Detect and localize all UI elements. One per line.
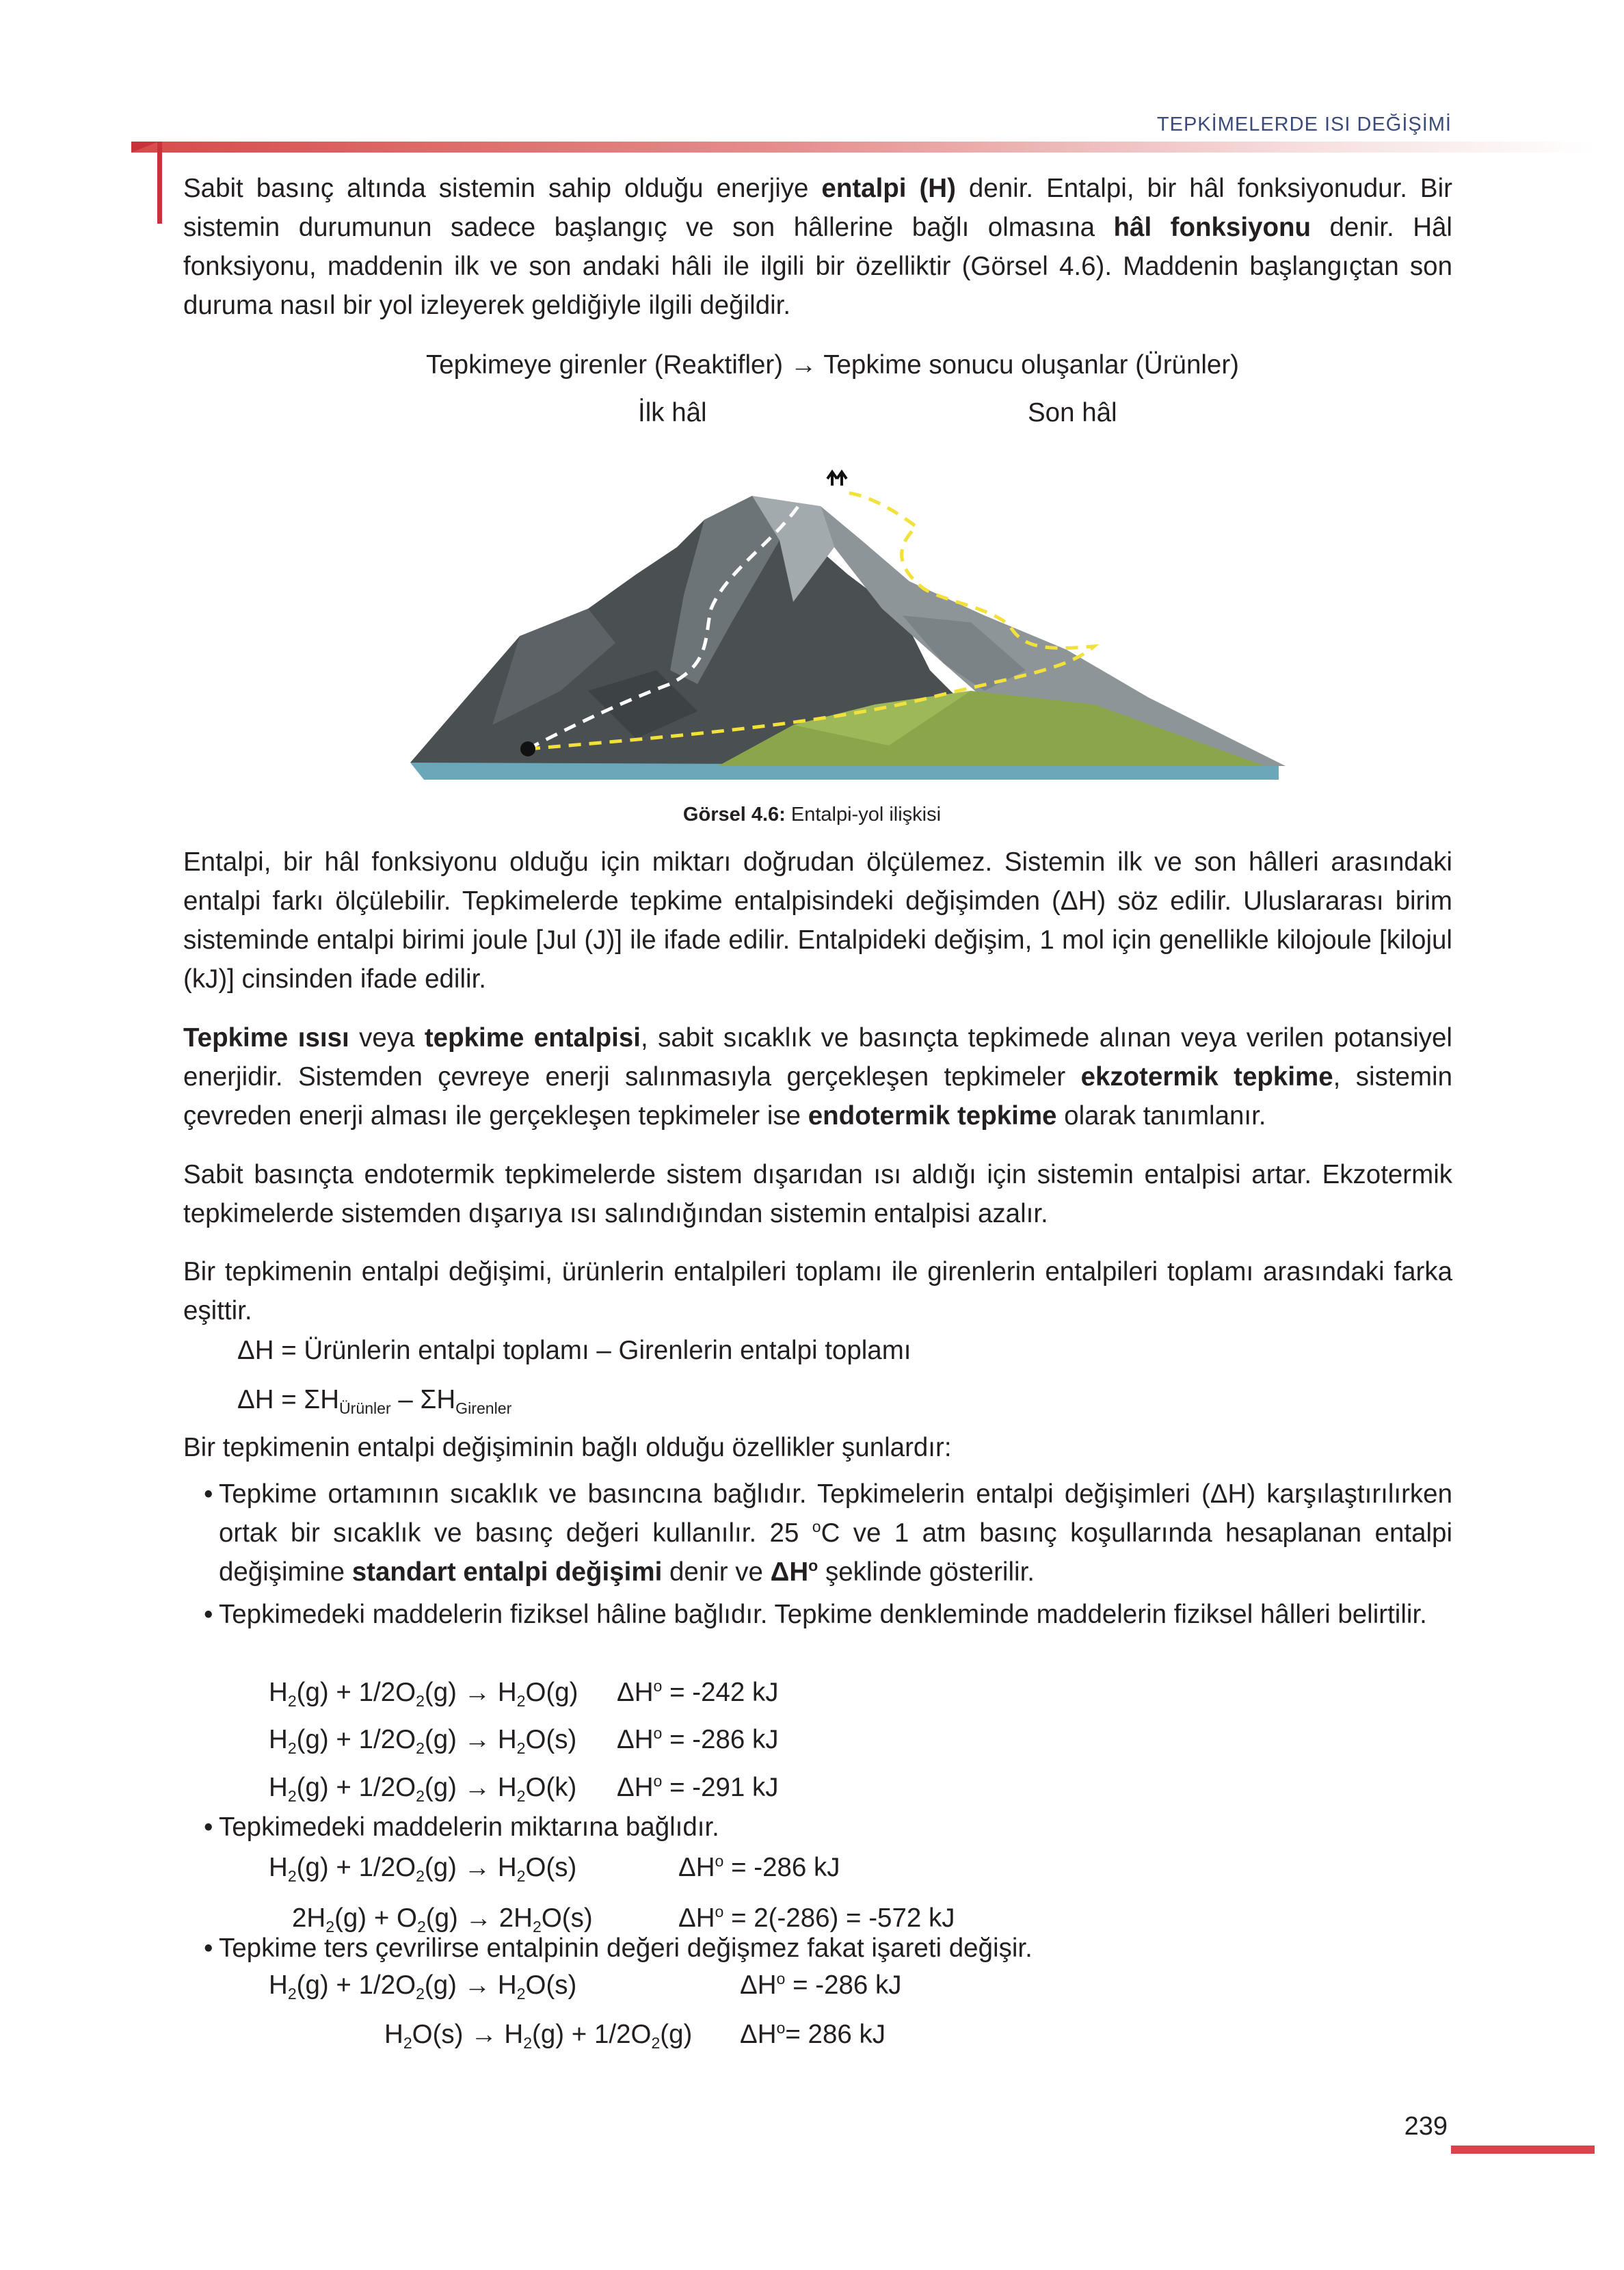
running-header: TEPKİMELERDE ISI DEĞİŞİMİ [1156,114,1452,135]
paragraph-4: Sabit basınçta endotermik tepkimelerde sistem dışarıdan ısı aldığı için sistemin entalpisi artar. Ekzotermik tepkimelerde sistemden dışarıya ısı salındığından sistemin entalpisi azalır. [183,1160,1452,1228]
mountain-paths-illustration [410,465,1286,787]
bullet-temperature-pressure: • Tepkime ortamının sıcaklık ve basıncına bağlıdır. Tepkimelerin entalpi değişimleri (ΔH) karşılaştırılırken ortak bir sıcaklık ve basınç değeri kullanılır. 25 $^o$C ve 1 atm basınç koşullarında hesaplanan entalpi değişimine standart entalpi değişimi denir ve $\Delta H^o$ şeklinde gösterilir. [204,1479,1452,1587]
enthalpy-gas: $\Delta H^o = -242$ kJ [617,1677,779,1707]
paragraph-3: Tepkime ısısı veya tepkime entalpisi, sabit sıcaklık ve basınçta tepkimede alınan veya verilen potansiyel enerjidir. Sistemden çevreye enerji salınmasıyla gerçekleşen tepkimeler ekzotermik tepkime, sistemin çevreden enerji alması ile gerçekleşen tepkimeler ise endotermik tepkime olarak tanımlanır. [183,1023,1452,1131]
bullet-reverse: • Tepkime ters çevrilirse entalpinin değeri değişmez fakat işareti değişir. [204,1934,1033,1963]
reaction-liquid: $H_2(g) + 1/2O_2(g) \to H_2O(s)$ [269,1725,577,1758]
header-bar [131,142,1595,153]
enthalpy-liquid: $\Delta H^o = -286$ kJ [617,1724,779,1754]
page-number: 239 [1404,2112,1448,2141]
enthalpy-forward: $\Delta H^o = -286$ kJ [740,1970,902,2000]
bullet-amount: • Tepkimedeki maddelerin miktarına bağlıdır. [204,1812,719,1842]
reaction-scheme-line: Tepkimeye girenler (Reaktifler) → Tepkime sonucu oluşanlar (Ürünler) [426,350,1239,380]
reaction-two-mol: $2H_2(g) + O_2(g) \to 2H_2O(s)$ [292,1903,593,1936]
page-number-bar [1451,2146,1595,2154]
formula-delta-h-sigma: $\Delta H = \Sigma H_{Ürünler} - \Sigma H_{Girenler}$ [237,1385,512,1418]
bullet-physical-state: • Tepkimedeki maddelerin fiziksel hâline bağlıdır. Tepkime denkleminde maddelerin fiziksel hâlleri belirtilir. [204,1600,1427,1629]
header-vertical-bar [157,142,162,224]
reaction-reverse: $H_2O(s) \to H_2(g) + 1/2O_2(g)$ [384,2020,693,2053]
initial-state-label: İlk hâl [638,398,707,427]
enthalpy-reverse: $\Delta H^o= 286$ kJ [740,2019,886,2049]
header-corner [131,142,159,153]
figure-caption: Görsel 4.6: Entalpi-yol ilişkisi [682,804,942,826]
paragraph-6: Bir tepkimenin entalpi değişiminin bağlı olduğu özellikler şunlardır: [183,1433,952,1462]
enthalpy-two-mol: $\Delta H^o = 2(-286) = -572$ kJ [678,1903,955,1933]
enthalpy-one-mol: $\Delta H^o = -286$ kJ [678,1852,840,1882]
reaction-forward: $H_2(g) + 1/2O_2(g) \to H_2O(s)$ [269,1970,577,2003]
paragraph-5: Bir tepkimenin entalpi değişimi, ürünlerin entalpileri toplamı ile girenlerin entalpileri toplamı arasındaki farka eşittir. [183,1257,1452,1325]
enthalpy-solid: $\Delta H^o = -291$ kJ [617,1772,779,1802]
reaction-one-mol: $H_2(g) + 1/2O_2(g) \to H_2O(s)$ [269,1853,577,1886]
intro-paragraph: Sabit basınç altında sistemin sahip olduğu enerjiye entalpi (H) denir. Entalpi, bir hâl fonksiyonudur. Bir sistemin durumunun sadece başlangıç ve son hâllerine bağlı olmasına hâl fonksiyonu denir. Hâl fonksiyonu, maddenin ilk ve son andaki hâli ile ilgili bir özelliktir (Görsel 4.6). Maddenin başlangıçtan son duruma nasıl bir yol izleyerek geldiğiyle ilgili değildir. [183,174,1452,320]
paragraph-2: Entalpi, bir hâl fonksiyonu olduğu için miktarı doğrudan ölçülemez. Sistemin ilk ve son hâlleri arasındaki entalpi farkı ölçülebilir. Tepkimelerde tepkime entalpisindeki değişimden (ΔH) söz edilir. Uluslararası birim sisteminde entalpi birimi joule [Jul (J)] ile ifade edilir. Entalpideki değişim, 1 mol için genellikle kilojoule [kilojul (kJ)] cinsinden ifade edilir. [183,847,1452,994]
final-state-label: Son hâl [1028,398,1117,427]
formula-delta-h-text: ΔH = Ürünlerin entalpi toplamı – Girenlerin entalpi toplamı [237,1336,911,1365]
reaction-solid: $H_2(g) + 1/2O_2(g) \to H_2O(k)$ [269,1773,577,1806]
reaction-gas: $H_2(g) + 1/2O_2(g) \to H_2O(g)$ [269,1678,578,1711]
